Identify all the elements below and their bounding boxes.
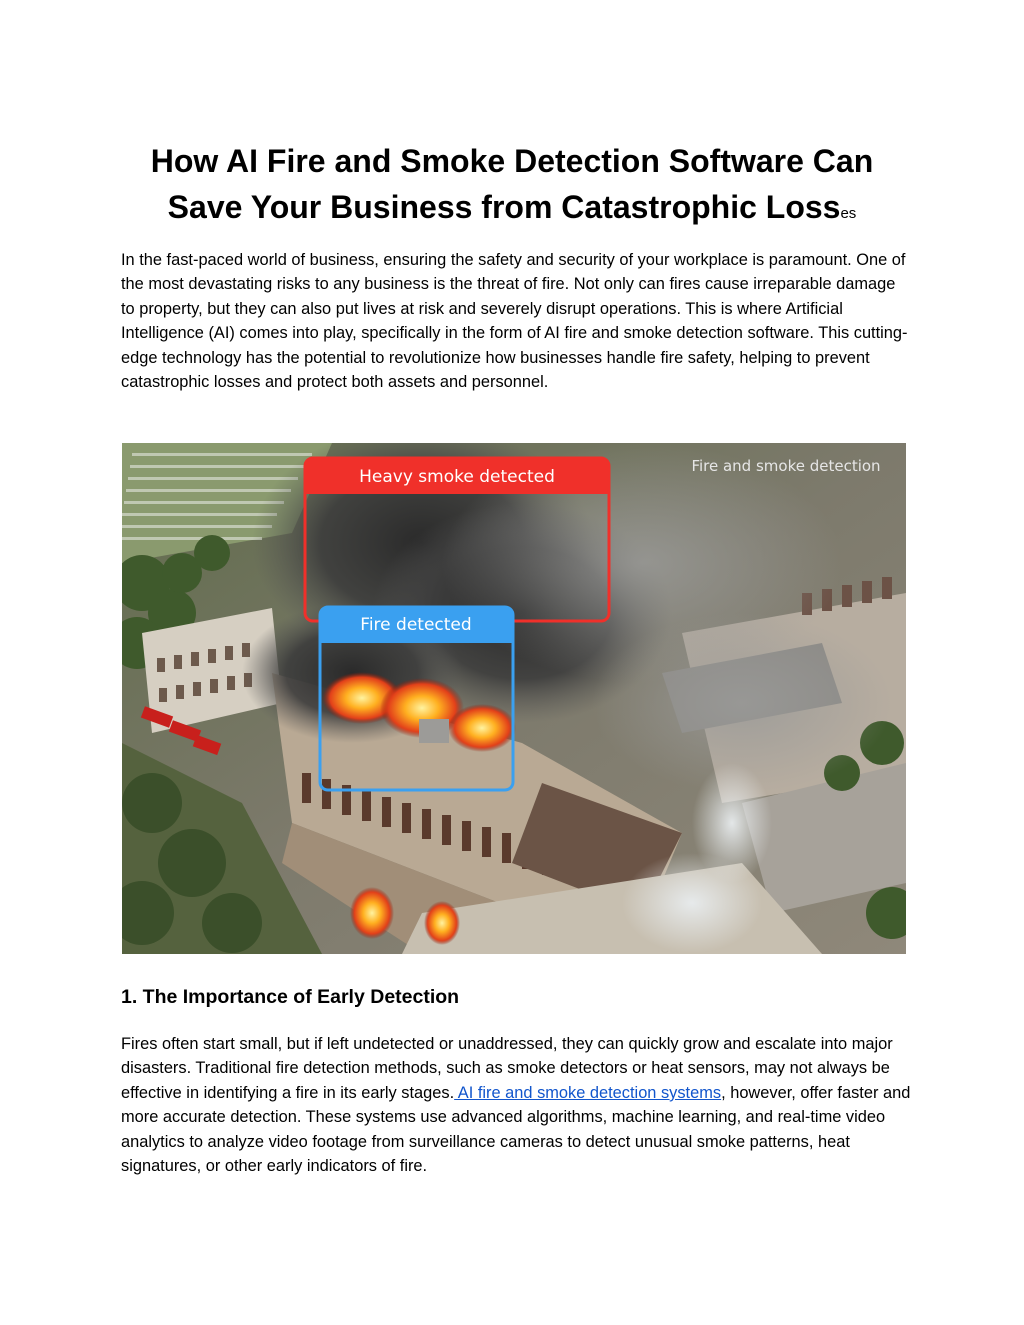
article-title-main: How AI Fire and Smoke Detection Software Can Save Your Business from Catastrophic Loss: [150, 143, 874, 225]
flame-5: [424, 901, 460, 945]
section-heading-early-detection: 1. The Importance of Early Detection: [121, 986, 460, 1008]
flame-3: [448, 704, 516, 752]
smoke-label: Heavy smoke detected: [359, 467, 555, 487]
watermark-text: Fire and smoke detection: [691, 457, 881, 475]
roof-structure: [419, 719, 449, 743]
early-detection-paragraph: [121, 1032, 911, 1178]
fire-detection-figure: [122, 443, 906, 954]
flame-4: [350, 887, 394, 939]
white-smoke-2: [692, 763, 772, 883]
intro-paragraph: In the fast-paced world of business, ensuring the safety and security of your workplace is paramount. One of the most devastating risks to any business is the threat of fire. Not only can fires cause irreparable damage to property, but they can also put lives at risk and severely disrupt operations. This is where Artificial Intelligence (AI) comes into play, specifically in the form of AI fire and smoke detection software. This cutting-edge technology has the potential to revolutionize how businesses handle fire safety, helping to prevent catastrophic losses and protect both assets and personnel.: [121, 251, 908, 392]
aerial-fire-image: [122, 443, 906, 954]
article-title-suffix: es: [840, 205, 857, 222]
early-detection-text-2: , however, offer faster and more accurate detection. These systems use advanced algorithms, machine learning, and real-time video analytics to analyze video footage from surveillance cameras to detect unusual smoke patterns, heat signatures, or other early indicators of fire.: [121, 1083, 911, 1176]
fire-label: Fire detected: [360, 615, 472, 635]
ai-detection-systems-link[interactable]: AI fire and smoke detection systems: [454, 1083, 722, 1102]
article-title: [110, 138, 914, 237]
early-detection-text-1: Fires often start small, but if left undetected or unaddressed, they can quickly grow and escalate into major disasters. Traditional fire detection methods, such as smoke detectors or heat sensors, may not always be effective in identifying a fire in its early stages.: [121, 1035, 893, 1102]
